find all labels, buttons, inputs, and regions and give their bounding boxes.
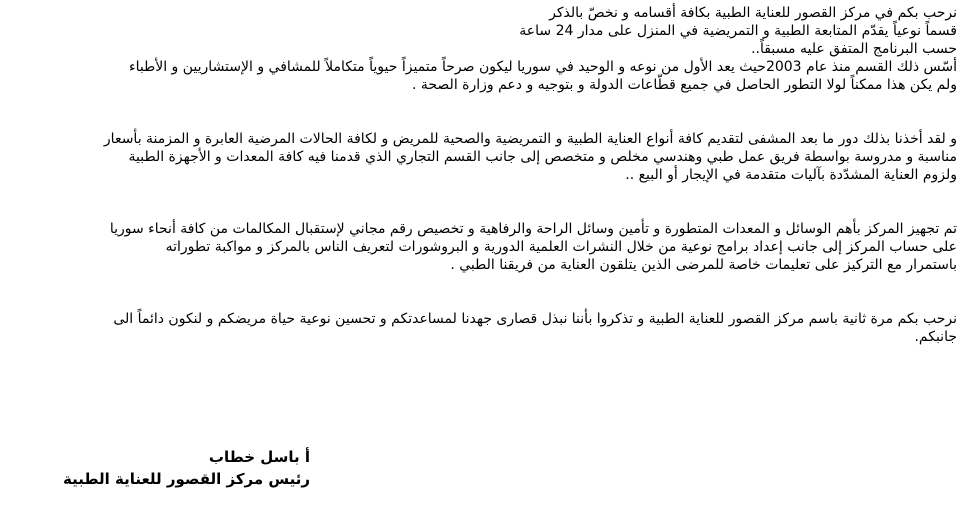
text-line: أسّس ذلك القسم منذ عام 2003حيث يعد الأول من نوعه و الوحيد في سوريا ليكون صرحاً متميزاً حيوياً متكاملاً للمشافي و الإستشاريين و الأطباء [129,59,957,75]
paragraph-gap [4,94,957,112]
text-line: على حساب المركز إلى جانب إعداد برامج نوعية من خلال النشرات العلمية الدورية و البروشورات لتعريف الناس بالمركز و مواكبة تطوراته [165,239,957,255]
text-line: ولزوم العناية المشدّدة بآليات متقدمة في الإيجار أو البيع .. [625,167,957,183]
paragraph-gap [4,112,957,130]
paragraph-gap [4,184,957,202]
text-line: و لقد أخذنا بذلك دور ما بعد المشفى لتقديم كافة أنواع العناية الطبية و التمريضية والصحية للمريض و لكافة الحالات المرضية العابرة و المزمنة بأسعار [103,131,957,147]
letter-body [4,4,957,346]
text-line: قسماً نوعياً يقدّم المتابعة الطبية و التمريضية في المنزل على مدار 24 ساعة [519,23,957,39]
signature-block [0,446,310,490]
paragraph-services [4,130,957,184]
paragraph-gap [4,202,957,220]
paragraph-intro [4,4,957,94]
text-line: نرحب بكم مرة ثانية باسم مركز القصور للعناية الطبية و تذكروا بأننا نبذل قصارى جهدنا لمساعدتكم و تحسين نوعية حياة مريضكم و لنكون دائماً الى [113,311,957,327]
paragraph-closing [4,310,957,346]
paragraph-gap [4,292,957,310]
text-line: نرحب بكم في مركز القصور للعناية الطبية بكافة أقسامه و نخصّ بالذكر [549,5,957,21]
text-line: تم تجهيز المركز بأهم الوسائل و المعدات المتطورة و تأمين وسائل الراحة والرفاهية و تخصيص رقم مجاني لإستقبال المكالمات من كافة أنحاء سوريا [109,221,957,237]
signatory-title: رئيس مركز القصور للعناية الطبية [63,470,310,488]
text-line: مناسبة و مدروسة بواسطة فريق عمل طبي وهندسي مخلص و متخصص إلى جانب القسم التجاري الذي قدمنا فيه كافة المعدات و الأجهزة الطبية [128,149,957,165]
text-line: حسب البرنامج المتفق عليه مسبقاً.. [751,41,957,57]
paragraph-equipment [4,220,957,274]
signatory-name: أ باسل خطاب [208,448,310,466]
text-line: جانبكم. [914,329,957,345]
text-line: باستمرار مع التركيز على تعليمات خاصة للمرضى الذين يتلقون العناية من فريقنا الطبي . [450,257,957,273]
text-line: ولم يكن هذا ممكناً لولا التطور الحاصل في جميع قطّاعات الدولة و بتوجيه و دعم وزارة الصحة . [411,77,957,93]
paragraph-gap [4,274,957,292]
